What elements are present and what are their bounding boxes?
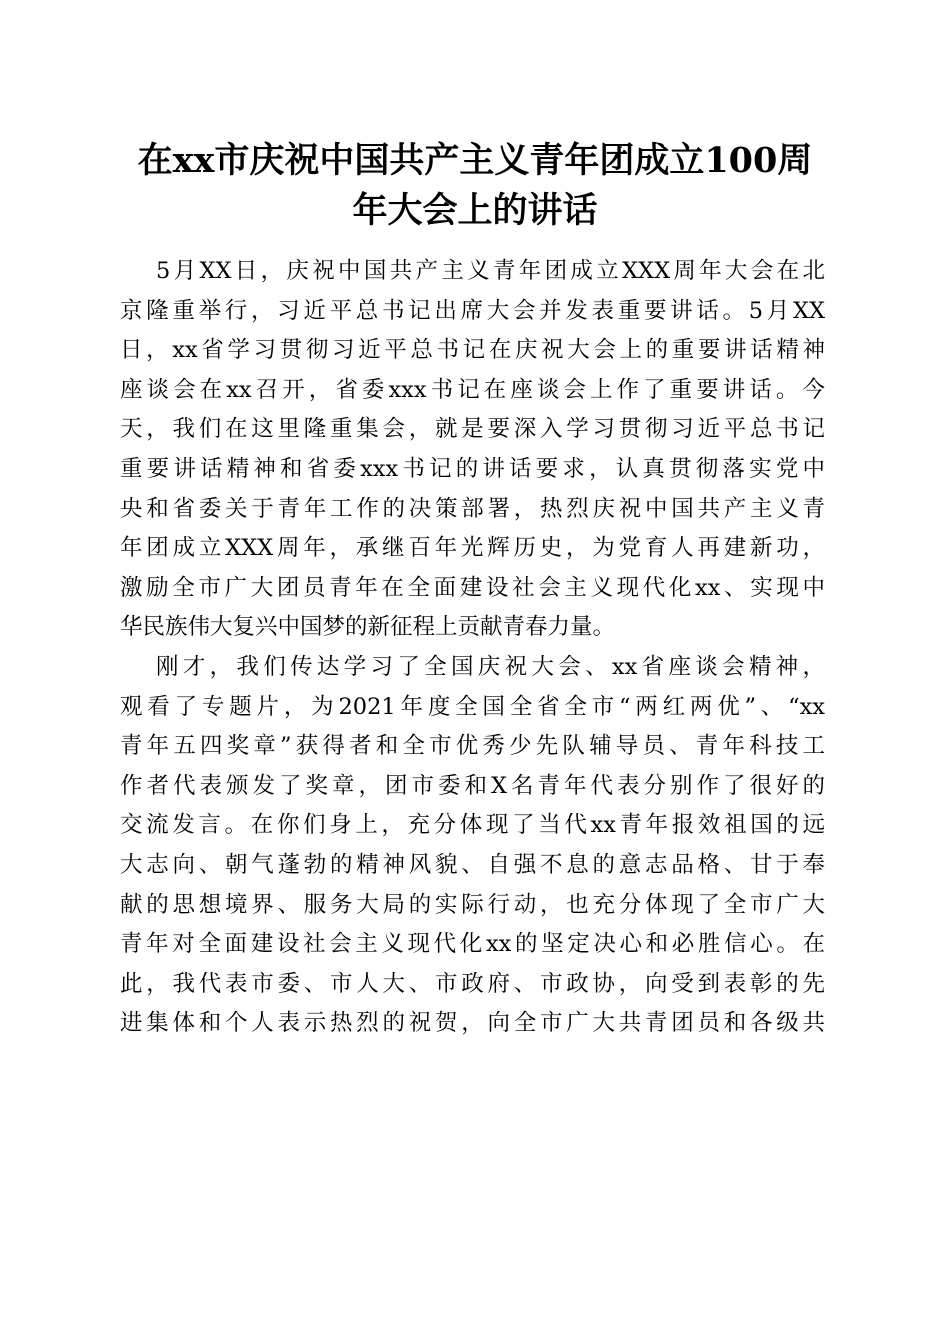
paragraph-line: 5月XX日，庆祝中国共产主义青年团成立XXX周年大会在北 [156,258,825,284]
paragraph-line: 京隆重举行，习近平总书记出席大会并发表重要讲话。5月XX [120,297,825,324]
paragraph-line: 刚才，我们传达学习了全国庆祝大会、xx省座谈会精神， [156,653,825,680]
paragraph-line: 交流发言。在你们身上，充分体现了当代xx青年报效祖国的远 [120,812,825,839]
paragraph-line: 此，我代表市委、市人大、市政府、市政协，向受到表彰的先 [120,970,825,997]
paragraph-line: 央和省委关于青年工作的决策部署，热烈庆祝中国共产主义青 [120,495,825,522]
paragraph-2 [120,648,825,1044]
paragraph-1 [120,252,825,648]
paragraph-line: 重要讲话精神和省委xxx书记的讲话要求，认真贯彻落实党中 [120,455,825,482]
paragraph-line: 天，我们在这里隆重集会，就是要深入学习贯彻习近平总书记 [120,416,825,443]
document-title [120,136,830,236]
paragraph-line: 年团成立XXX周年，承继百年光辉历史，为党育人再建新功， [120,535,825,562]
paragraph-line: 华民族伟大复兴中国梦的新征程上贡献青春力量。 [120,614,616,641]
title-line-2: 年大会上的讲话 [352,190,598,231]
document-body [120,252,825,1044]
paragraph-line: 作者代表颁发了奖章，团市委和X名青年代表分别作了很好的 [120,772,825,799]
paragraph-line: 观看了专题片，为2021年度全国全省全市“两红两优”、“xx [120,693,825,720]
paragraph-line: 进集体和个人表示热烈的祝贺，向全市广大共青团员和各级共 [120,1010,825,1037]
paragraph-line: 青年对全面建设社会主义现代化xx的坚定决心和必胜信心。在 [120,931,825,958]
paragraph-line: 大志向、朝气蓬勃的精神风貌、自强不息的意志品格、甘于奉 [120,851,825,878]
paragraph-line: 座谈会在xx召开，省委xxx书记在座谈会上作了重要讲话。今 [120,376,825,403]
paragraph-line: 日，xx省学习贯彻习近平总书记在庆祝大会上的重要讲话精神 [120,337,825,364]
paragraph-line: 青年五四奖章”获得者和全市优秀少先队辅导员、青年科技工 [120,733,825,760]
title-line-1: 在xx市庆祝中国共产主义青年团成立100周 [137,140,813,181]
paragraph-line: 献的思想境界、服务大局的实际行动，也充分体现了全市广大 [120,891,825,918]
paragraph-line: 激励全市广大团员青年在全面建设社会主义现代化xx、实现中 [120,574,825,601]
